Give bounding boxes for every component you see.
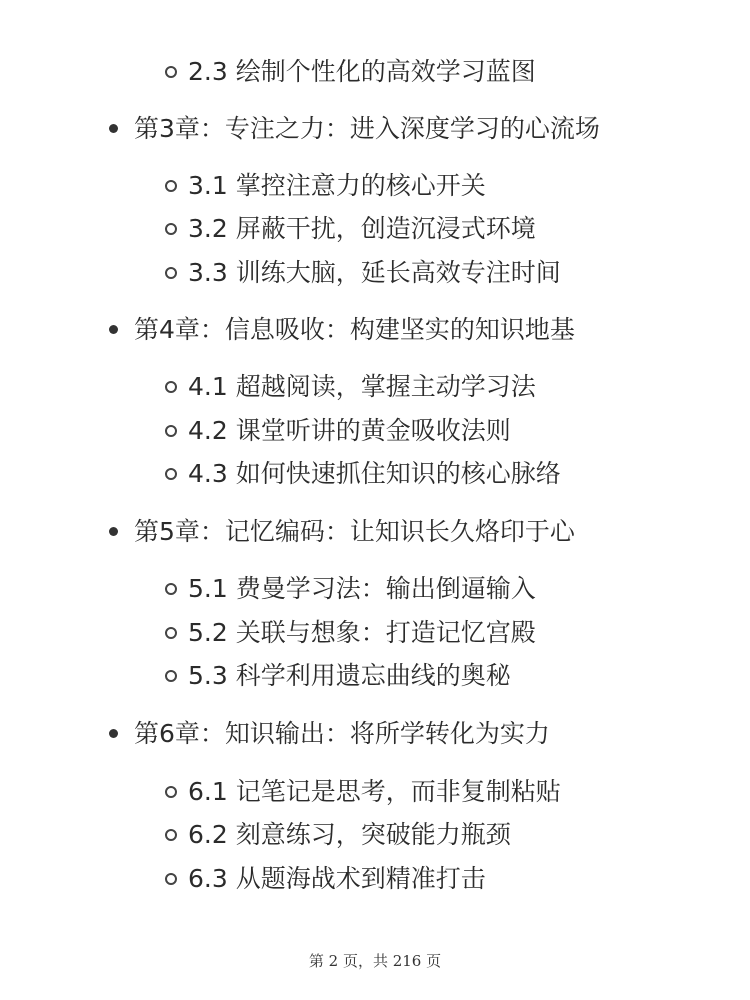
toc-chapter [134, 516, 575, 548]
toc-section-text: 3.2 屏蔽干扰，创造沉浸式环境 [188, 214, 536, 243]
toc-chapter-text: 第5章：记忆编码：让知识长久烙印于心 [134, 517, 575, 546]
toc-section [188, 573, 536, 605]
hollow-bullet-icon [165, 425, 177, 437]
toc-section [188, 458, 561, 490]
hollow-bullet-icon [165, 786, 177, 798]
toc-section-text: 2.3 绘制个性化的高效学习蓝图 [188, 57, 536, 86]
toc-section-text: 6.1 记笔记是思考，而非复制粘贴 [188, 777, 561, 806]
toc-section-text: 4.3 如何快速抓住知识的核心脉络 [188, 459, 561, 488]
toc-section [188, 170, 486, 202]
hollow-bullet-icon [165, 670, 177, 682]
filled-bullet-icon [109, 325, 118, 334]
hollow-bullet-icon [165, 381, 177, 393]
toc-chapter-text: 第3章：专注之力：进入深度学习的心流场 [134, 114, 600, 143]
hollow-bullet-icon [165, 180, 177, 192]
toc-section-text: 6.2 刻意练习，突破能力瓶颈 [188, 820, 511, 849]
toc-chapter [134, 718, 550, 750]
hollow-bullet-icon [165, 829, 177, 841]
hollow-bullet-icon [165, 66, 177, 78]
hollow-bullet-icon [165, 223, 177, 235]
filled-bullet-icon [109, 527, 118, 536]
toc-section-text: 5.3 科学利用遗忘曲线的奥秘 [188, 661, 511, 690]
toc-chapter-text: 第6章：知识输出：将所学转化为实力 [134, 719, 550, 748]
toc-section [188, 660, 511, 692]
toc-section [188, 415, 511, 447]
toc-section-text: 3.3 训练大脑，延长高效专注时间 [188, 258, 561, 287]
toc-section [188, 617, 536, 649]
toc-section-text: 4.1 超越阅读，掌握主动学习法 [188, 372, 536, 401]
filled-bullet-icon [109, 124, 118, 133]
toc-section-text: 4.2 课堂听讲的黄金吸收法则 [188, 416, 511, 445]
toc-section-text: 5.2 关联与想象：打造记忆宫殿 [188, 618, 536, 647]
toc-section [188, 776, 561, 808]
hollow-bullet-icon [165, 627, 177, 639]
toc-section-text: 5.1 费曼学习法：输出倒逼输入 [188, 574, 536, 603]
hollow-bullet-icon [165, 873, 177, 885]
hollow-bullet-icon [165, 267, 177, 279]
toc-section [188, 56, 536, 88]
filled-bullet-icon [109, 729, 118, 738]
toc-section-text: 3.1 掌控注意力的核心开关 [188, 171, 486, 200]
toc-section [188, 819, 511, 851]
toc-section [188, 257, 561, 289]
toc-section [188, 863, 486, 895]
page-number-footer: 第 2 页，共 216 页 [308, 952, 442, 970]
hollow-bullet-icon [165, 583, 177, 595]
toc-chapter [134, 314, 575, 346]
toc-section [188, 213, 536, 245]
toc-section-text: 6.3 从题海战术到精准打击 [188, 864, 486, 893]
toc-chapter [134, 113, 600, 145]
toc-chapter-text: 第4章：信息吸收：构建坚实的知识地基 [134, 315, 575, 344]
hollow-bullet-icon [165, 468, 177, 480]
toc-section [188, 371, 536, 403]
